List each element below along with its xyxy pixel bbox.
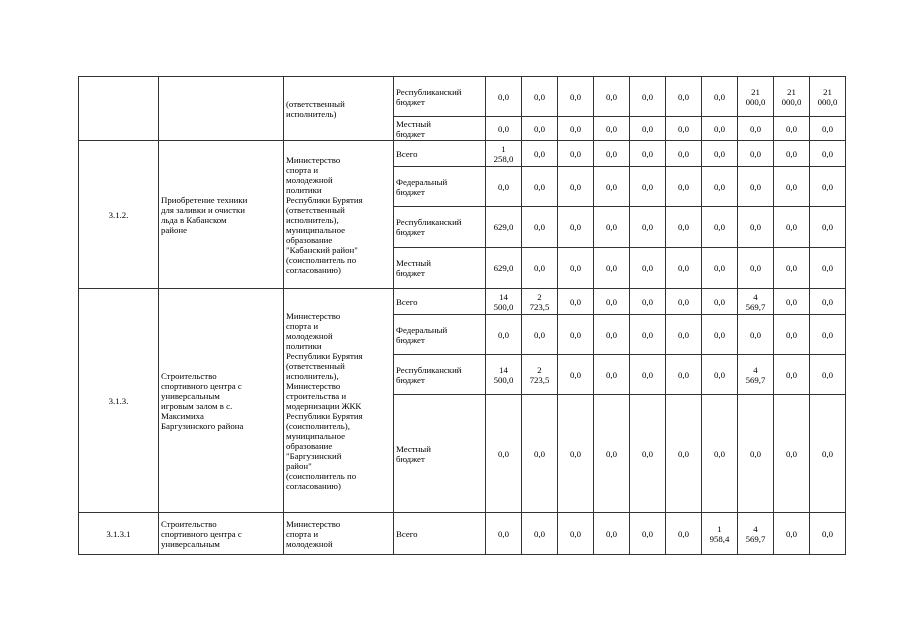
value-cell: 2 723,5 [522, 289, 558, 315]
value-cell: 0,0 [810, 117, 846, 141]
value-cell: 0,0 [558, 77, 594, 117]
value-cell: 0,0 [594, 395, 630, 513]
value-cell: 0,0 [558, 167, 594, 207]
table-body [79, 77, 846, 555]
item-code: 3.1.3. [79, 289, 159, 513]
value-cell: 0,0 [702, 289, 738, 315]
value-cell: 0,0 [738, 207, 774, 248]
source-cell: Всего [394, 513, 486, 555]
executor-cell: (ответственный исполнитель) [284, 77, 394, 141]
value-cell: 0,0 [630, 355, 666, 395]
value-cell: 0,0 [558, 513, 594, 555]
value-cell: 21 000,0 [774, 77, 810, 117]
value-cell: 0,0 [810, 513, 846, 555]
value-cell: 0,0 [810, 355, 846, 395]
value-cell: 0,0 [558, 141, 594, 167]
value-cell: 0,0 [702, 315, 738, 355]
value-cell: 0,0 [774, 395, 810, 513]
value-cell: 0,0 [522, 248, 558, 289]
value-cell: 0,0 [666, 207, 702, 248]
item-executor: Министерство спорта и молодежной [284, 513, 394, 555]
source-cell: Местный бюджет [394, 395, 486, 513]
source-cell: Федеральный бюджет [394, 167, 486, 207]
value-cell: 0,0 [774, 248, 810, 289]
source-cell: Федеральный бюджет [394, 315, 486, 355]
value-cell: 0,0 [594, 355, 630, 395]
value-cell: 0,0 [810, 289, 846, 315]
value-cell: 0,0 [522, 167, 558, 207]
value-cell: 0,0 [774, 289, 810, 315]
code-cell [79, 77, 159, 141]
value-cell: 0,0 [738, 395, 774, 513]
value-cell: 629,0 [486, 248, 522, 289]
value-cell: 0,0 [666, 248, 702, 289]
value-cell: 0,0 [558, 207, 594, 248]
value-cell: 0,0 [522, 315, 558, 355]
value-cell: 0,0 [666, 315, 702, 355]
value-cell: 0,0 [558, 289, 594, 315]
value-cell: 0,0 [702, 141, 738, 167]
value-cell: 0,0 [666, 167, 702, 207]
value-cell: 0,0 [594, 207, 630, 248]
value-cell: 0,0 [738, 167, 774, 207]
table-row [79, 141, 846, 167]
value-cell: 0,0 [594, 167, 630, 207]
value-cell: 14 500,0 [486, 289, 522, 315]
value-cell: 0,0 [666, 513, 702, 555]
value-cell: 0,0 [774, 315, 810, 355]
value-cell: 0,0 [522, 77, 558, 117]
item-code: 3.1.2. [79, 141, 159, 289]
item-code: 3.1.3.1 [79, 513, 159, 555]
value-cell: 4 569,7 [738, 355, 774, 395]
source-cell: Местный бюджет [394, 117, 486, 141]
value-cell: 4 569,7 [738, 289, 774, 315]
value-cell: 0,0 [522, 207, 558, 248]
source-cell: Республиканский бюджет [394, 207, 486, 248]
value-cell: 0,0 [522, 513, 558, 555]
table-row [79, 289, 846, 315]
value-cell: 0,0 [774, 117, 810, 141]
value-cell: 0,0 [558, 117, 594, 141]
value-cell: 0,0 [630, 117, 666, 141]
value-cell: 0,0 [666, 355, 702, 395]
value-cell: 0,0 [486, 513, 522, 555]
value-cell: 0,0 [702, 355, 738, 395]
value-cell: 0,0 [522, 395, 558, 513]
source-cell: Местный бюджет [394, 248, 486, 289]
value-cell: 0,0 [810, 395, 846, 513]
value-cell: 21 000,0 [738, 77, 774, 117]
value-cell: 0,0 [666, 289, 702, 315]
item-name: Приобретение техники для заливки и очистки льда в Кабанском районе [159, 141, 284, 289]
value-cell: 0,0 [522, 141, 558, 167]
value-cell: 0,0 [558, 315, 594, 355]
value-cell: 0,0 [702, 117, 738, 141]
budget-table [78, 76, 846, 555]
value-cell: 0,0 [774, 355, 810, 395]
value-cell: 0,0 [810, 248, 846, 289]
value-cell: 0,0 [738, 315, 774, 355]
source-cell: Всего [394, 289, 486, 315]
value-cell: 21 000,0 [810, 77, 846, 117]
value-cell: 0,0 [702, 248, 738, 289]
value-cell: 629,0 [486, 207, 522, 248]
table-row [79, 77, 846, 117]
source-cell: Республиканский бюджет [394, 77, 486, 117]
value-cell: 0,0 [630, 395, 666, 513]
name-cell [159, 77, 284, 141]
value-cell: 0,0 [666, 395, 702, 513]
value-cell: 0,0 [810, 141, 846, 167]
value-cell: 0,0 [594, 513, 630, 555]
value-cell: 0,0 [774, 207, 810, 248]
value-cell: 0,0 [738, 141, 774, 167]
value-cell: 0,0 [630, 167, 666, 207]
value-cell: 0,0 [702, 395, 738, 513]
value-cell: 0,0 [630, 207, 666, 248]
item-name: Строительство спортивного центра с универсальным [159, 513, 284, 555]
value-cell: 0,0 [774, 513, 810, 555]
value-cell: 0,0 [630, 315, 666, 355]
value-cell: 0,0 [702, 77, 738, 117]
source-cell: Республиканский бюджет [394, 355, 486, 395]
value-cell: 0,0 [810, 315, 846, 355]
value-cell: 0,0 [486, 117, 522, 141]
value-cell: 0,0 [594, 315, 630, 355]
value-cell: 0,0 [738, 248, 774, 289]
value-cell: 0,0 [630, 77, 666, 117]
value-cell: 0,0 [486, 395, 522, 513]
value-cell: 0,0 [666, 141, 702, 167]
value-cell: 14 500,0 [486, 355, 522, 395]
value-cell: 0,0 [558, 355, 594, 395]
item-name: Строительство спортивного центра с универсальным игровым залом в с. Максимиха Баргузинского района [159, 289, 284, 513]
value-cell: 0,0 [486, 167, 522, 207]
value-cell: 0,0 [774, 167, 810, 207]
value-cell: 0,0 [702, 207, 738, 248]
value-cell: 0,0 [738, 117, 774, 141]
value-cell: 1 258,0 [486, 141, 522, 167]
value-cell: 0,0 [666, 117, 702, 141]
value-cell: 0,0 [810, 207, 846, 248]
value-cell: 0,0 [630, 248, 666, 289]
value-cell: 0,0 [594, 289, 630, 315]
value-cell: 0,0 [774, 141, 810, 167]
value-cell: 0,0 [810, 167, 846, 207]
item-executor: Министерство спорта и молодежной политики Республики Бурятия (ответственный исполнитель), муниципальное образование "Кабанский район" (соисполнитель по согласованию) [284, 141, 394, 289]
source-cell: Всего [394, 141, 486, 167]
value-cell: 0,0 [594, 117, 630, 141]
value-cell: 2 723,5 [522, 355, 558, 395]
value-cell: 0,0 [558, 248, 594, 289]
value-cell: 4 569,7 [738, 513, 774, 555]
value-cell: 0,0 [594, 248, 630, 289]
value-cell: 0,0 [558, 395, 594, 513]
value-cell: 0,0 [594, 141, 630, 167]
value-cell: 0,0 [486, 315, 522, 355]
value-cell: 0,0 [486, 77, 522, 117]
value-cell: 1 958,4 [702, 513, 738, 555]
value-cell: 0,0 [630, 289, 666, 315]
value-cell: 0,0 [594, 77, 630, 117]
table-row [79, 513, 846, 555]
value-cell: 0,0 [666, 77, 702, 117]
value-cell: 0,0 [702, 167, 738, 207]
value-cell: 0,0 [522, 117, 558, 141]
value-cell: 0,0 [630, 513, 666, 555]
item-executor: Министерство спорта и молодежной политики Республики Бурятия (ответственный исполнитель), Министерство строительства и модернизации ЖКК Республики Бурятия (соисполнитель), муниципальное образование "Баргузинский район" (соисполнитель по согласованию) [284, 289, 394, 513]
value-cell: 0,0 [630, 141, 666, 167]
